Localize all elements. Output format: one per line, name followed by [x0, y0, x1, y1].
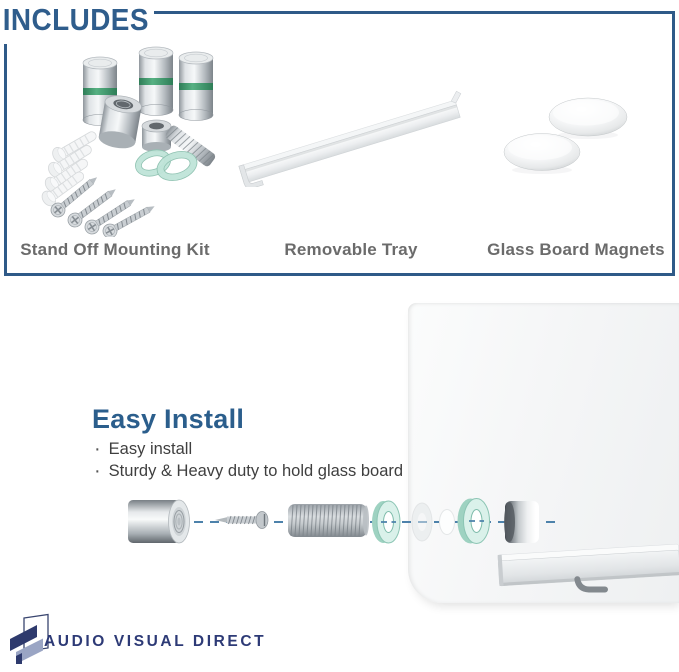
caption-standoff-kit: Stand Off Mounting Kit [20, 240, 210, 259]
standoff-barrel-icon [179, 52, 213, 121]
easy-install-heading: Easy Install [92, 404, 245, 434]
standoff-cap-icon [504, 501, 539, 543]
bullet-dot: · [94, 438, 101, 460]
screw-icon [215, 512, 268, 529]
bullet-text: Sturdy & Heavy duty to hold glass board [108, 462, 404, 480]
bullet-item [94, 438, 403, 460]
glass-board-magnets-image [490, 90, 640, 180]
standoff-kit-image [20, 42, 230, 237]
caption-removable-tray: Removable Tray [284, 240, 418, 259]
embedded-washer-icon [412, 503, 432, 541]
bullet-dot: · [94, 460, 101, 482]
spacer-icon [440, 510, 455, 535]
caption-magnets: Glass Board Magnets [487, 240, 665, 259]
standoff-barrel-icon [128, 500, 190, 543]
bullet-item [94, 460, 403, 482]
threaded-stud-icon [288, 504, 369, 537]
standoff-barrel-icon [139, 47, 173, 116]
includes-title: INCLUDES [2, 2, 149, 37]
easy-install-bullets [94, 438, 403, 482]
bullet-text: Easy install [108, 440, 193, 458]
brand-name: AUDIO VISUAL DIRECT [44, 633, 267, 650]
includes-title-box [0, 0, 154, 44]
removable-tray-image [232, 82, 467, 187]
